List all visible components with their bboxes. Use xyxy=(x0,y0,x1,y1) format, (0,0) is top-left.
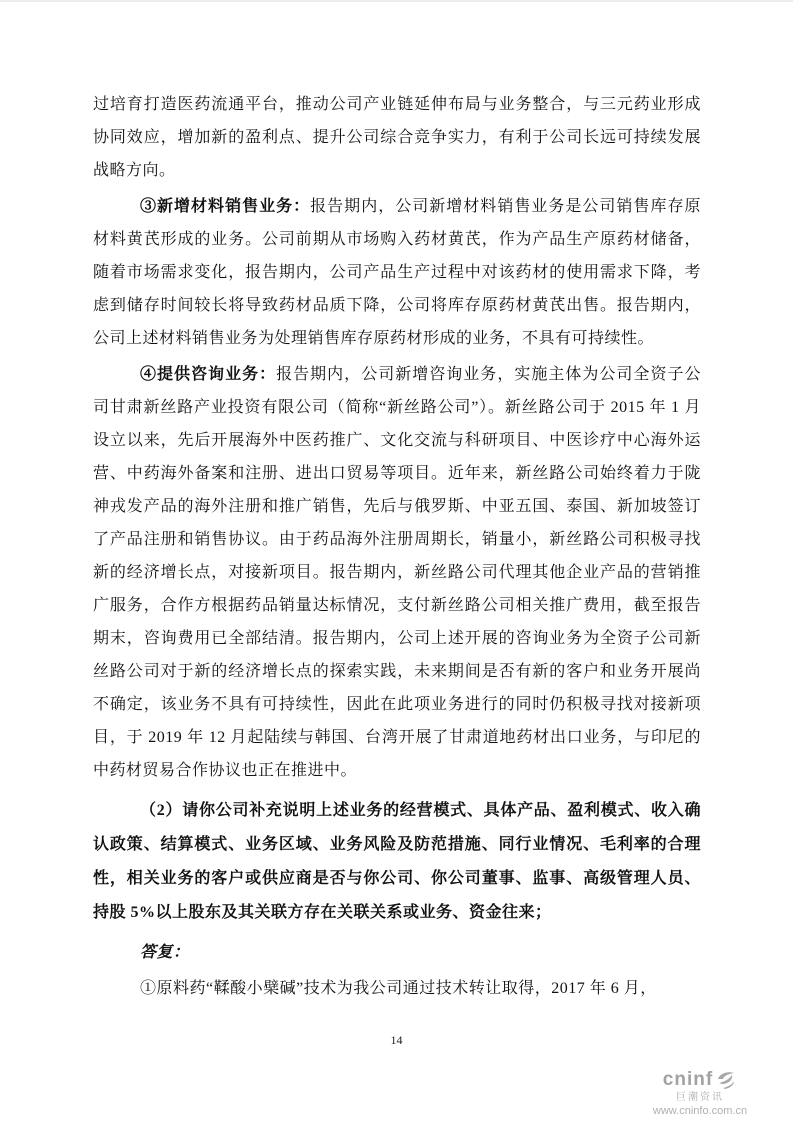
document-content xyxy=(93,88,701,1008)
cninfo-swirl-icon xyxy=(715,1070,737,1090)
page-number: 14 xyxy=(390,1033,403,1047)
paragraph-lead-label: ④提供咨询业务： xyxy=(140,366,277,383)
cninfo-logo-text: cninf xyxy=(662,1069,714,1090)
paragraph-5: 答复： xyxy=(140,944,190,961)
paragraph-2: ③新增材料销售业务：报告期内，公司新增材料销售业务是公司销售库存原材料黄芪形成的业务。公司前期从市场购入药材黄芪，作为产品生产原药材储备，随着市场需求变化，报告期内，公司产品生产过程中对该药材的使用需求下降，考虑到储存时间较长将导致药材品质下降，公司将库存原药材黄芪出售。报告期内，公司上述材料销售业务为处理销售库存原药材形成的业务，不具有可持续性。 xyxy=(93,198,701,347)
cninfo-logo-row xyxy=(615,1070,785,1091)
paragraph-lead-label: ③新增材料销售业务： xyxy=(140,198,311,215)
cninfo-logo-url: www.cninfo.com.cn xyxy=(652,1104,748,1117)
paragraph-3: ④提供咨询业务：报告期内，公司新增咨询业务，实施主体为公司全资子公司甘肃新丝路产业投资有限公司（简称“新丝路公司”）。新丝路公司于 2015 年 1 月设立以来，先后开展海外中医药推广、文化交流与科研项目、中医诊疗中心海外运营、中药海外备案和注册、进出口贸易等项目。近年来，新丝路公司始终着力于陇神戎发产品的海外注册和推广销售，先后与俄罗斯、中亚五国、泰国、新加坡签订了产品注册和销售协议。由于药品海外注册周期长，销量小，新丝路公司积极寻找新的经济增长点，对接新项目。报告期内，新丝路公司代理其他企业产品的营销推广服务，合作方根据药品销量达标情况，支付新丝路公司相关推广费用，截至报告期末，咨询费用已全部结清。报告期内，公司上述开展的咨询业务为全资子公司新丝路公司对于新的经济增长点的探索实践，未来期间是否有新的客户和业务开展尚不确定，该业务不具有可持续性，因此在此项业务进行的同时仍积极寻找对接新项目，于 2019 年 12 月起陆续与韩国、台湾开展了甘肃道地药材出口业务，与印尼的中药材贸易合作协议也正在推进中。 xyxy=(93,366,701,779)
paragraph-1: 过培育打造医药流通平台，推动公司产业链延伸布局与业务整合，与三元药业形成协同效应，增加新的盈利点、提升公司综合竞争实力，有利于公司长远可持续发展战略方向。 xyxy=(93,96,701,179)
paragraph-4: （2）请你公司补充说明上述业务的经营模式、具体产品、盈利模式、收入确认政策、结算模式、业务区域、业务风险及防范措施、同行业情况、毛利率的合理性，相关业务的客户或供应商是否与你公司、你公司董事、监事、高级管理人员、持股 5%以上股东及其关联方存在关联关系或业务、资金往来； xyxy=(93,802,701,921)
cninfo-logo-chinese: 巨潮资讯 xyxy=(676,1091,724,1103)
paragraph-6: ①原料药“鞣酸小檗碱”技术为我公司通过技术转让取得，2017 年 6 月， xyxy=(140,980,657,997)
cninfo-logo xyxy=(615,1070,785,1117)
